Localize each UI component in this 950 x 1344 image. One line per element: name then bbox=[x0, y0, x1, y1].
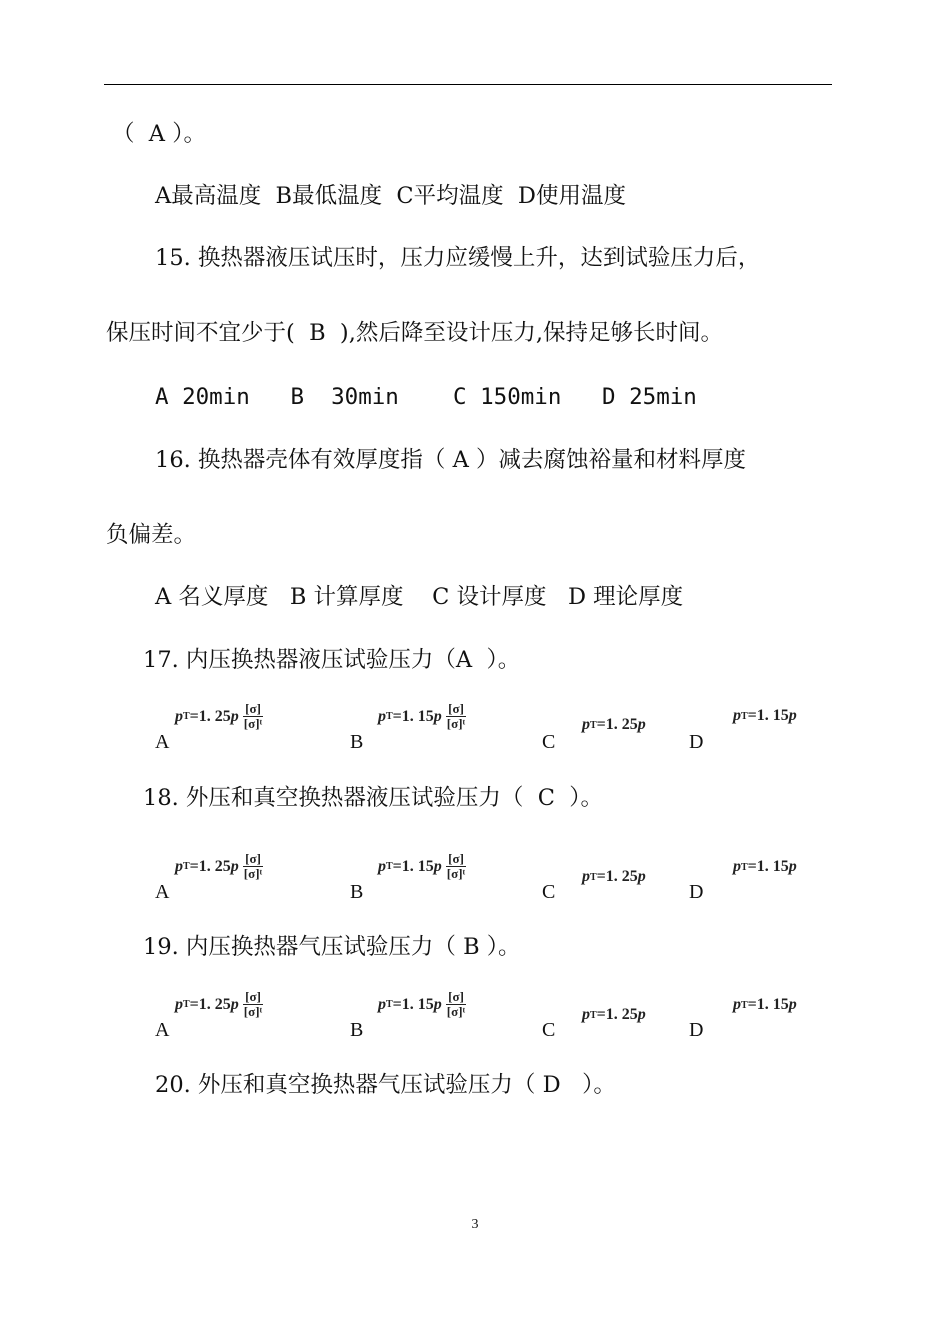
question-14-options: A最高温度 B最低温度 C平均温度 D使用温度 bbox=[155, 183, 626, 209]
q17-formula-b: p T = 1. 15 p $\frac{[\sigma]}{\text{[σ]ᵗ}}$ bbox=[378, 701, 466, 731]
question-20-text: 20. 外压和真空换热器气压试验压力（ D ）。 bbox=[155, 1072, 616, 1098]
q18-option-b-label: B bbox=[350, 881, 364, 903]
header-rule bbox=[104, 84, 832, 85]
q19-formula-b: p T = 1. 15 p $\frac{[\sigma]}{\text{[σ]ᵗ}}$ bbox=[378, 989, 466, 1019]
q19-formula-c: p T = 1. 25 p bbox=[582, 1006, 646, 1023]
q19-formula-a: p T = 1. 25 p $\frac{[\sigma]}{\text{[σ]ᵗ}}$ bbox=[175, 989, 263, 1019]
q19-option-c-label: C bbox=[542, 1019, 556, 1041]
question-15-line-2: 保压时间不宜少于( B ),然后降至设计压力,保持足够长时间。 bbox=[106, 320, 724, 346]
q17-option-c-label: C bbox=[542, 731, 556, 753]
q18-option-a-label: A bbox=[155, 881, 170, 903]
question-16-options: A 名义厚度 B 计算厚度 C 设计厚度 D 理论厚度 bbox=[155, 584, 684, 610]
q19-option-a-label: A bbox=[155, 1019, 170, 1041]
page-number: 3 bbox=[471, 1217, 479, 1232]
q19-formula-d: p T = 1. 15 p bbox=[733, 996, 797, 1013]
q17-option-d-label: D bbox=[689, 731, 704, 753]
q19-option-d-label: D bbox=[689, 1019, 704, 1041]
question-15-options: A 20min B 30min C 150min D 25min bbox=[155, 384, 697, 410]
q18-option-d-label: D bbox=[689, 881, 704, 903]
q17-formula-c: p T = 1. 25 p bbox=[582, 716, 646, 733]
q17-option-b-label: B bbox=[350, 731, 364, 753]
q18-option-c-label: C bbox=[542, 881, 556, 903]
question-17-text: 17. 内压换热器液压试验压力（A ）。 bbox=[143, 647, 521, 673]
question-18-text: 18. 外压和真空换热器液压试验压力（ C ）。 bbox=[143, 785, 604, 811]
q17-formula-d: p T = 1. 15 p bbox=[733, 707, 797, 724]
q18-formula-c: p T = 1. 25 p bbox=[582, 868, 646, 885]
question-16-line-1: 16. 换热器壳体有效厚度指（ A ）减去腐蚀裕量和材料厚度 bbox=[155, 447, 746, 473]
q18-formula-d: p T = 1. 15 p bbox=[733, 858, 797, 875]
q17-option-a-label: A bbox=[155, 731, 170, 753]
question-14-answer: （ A ）。 bbox=[112, 121, 206, 147]
question-15-line-1: 15. 换热器液压试压时，压力应缓慢上升，达到试验压力后， bbox=[155, 245, 761, 271]
q18-formula-b: p T = 1. 15 p $\frac{[\sigma]}{\text{[σ]ᵗ}}$ bbox=[378, 851, 466, 881]
q18-formula-a: p T = 1. 25 p $\frac{[\sigma]}{\text{[σ]ᵗ}}$ bbox=[175, 851, 263, 881]
question-16-line-2: 负偏差。 bbox=[106, 522, 197, 548]
q19-option-b-label: B bbox=[350, 1019, 364, 1041]
q17-formula-a: p T = 1. 25 p $\frac{[\sigma]}{\text{[σ]ᵗ}}$ bbox=[175, 701, 263, 731]
question-19-text: 19. 内压换热器气压试验压力（ B ）。 bbox=[143, 934, 521, 960]
